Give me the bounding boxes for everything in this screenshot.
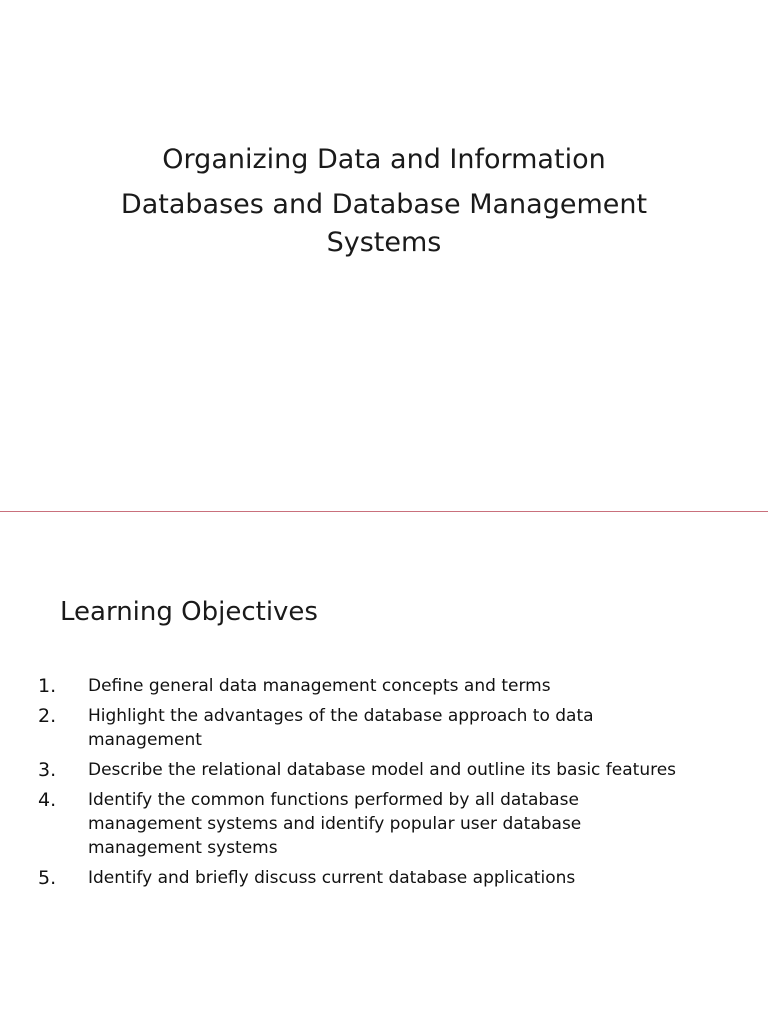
objective-text: Describe the relational database model and outline its basic features — [88, 760, 677, 780]
objective-text: Highlight the advantages of the database approach to data management — [88, 706, 594, 750]
objective-number: 1. — [38, 675, 57, 697]
objectives-heading: Learning Objectives — [60, 597, 318, 627]
objective-item — [38, 788, 678, 860]
slide-title — [60, 140, 708, 262]
objective-number: 3. — [38, 759, 57, 781]
title-line-1: Organizing Data and Information — [162, 144, 606, 175]
objective-number: 5. — [38, 867, 57, 889]
objectives-list — [38, 674, 678, 896]
objective-text: Identify and briefly discuss current database applications — [88, 868, 576, 888]
objective-text: Identify the common functions performed by all database management systems and identify popular user database management systems — [88, 790, 582, 858]
objective-number: 4. — [38, 789, 57, 811]
objective-number: 2. — [38, 705, 57, 727]
title-line-2: Databases and Database Management Systems — [120, 189, 648, 258]
objective-item — [38, 866, 678, 890]
objectives-slide — [0, 512, 768, 1024]
objective-item — [38, 704, 678, 752]
objective-text: Define general data management concepts and terms — [88, 676, 551, 696]
objective-item — [38, 674, 678, 698]
objective-item — [38, 758, 678, 782]
